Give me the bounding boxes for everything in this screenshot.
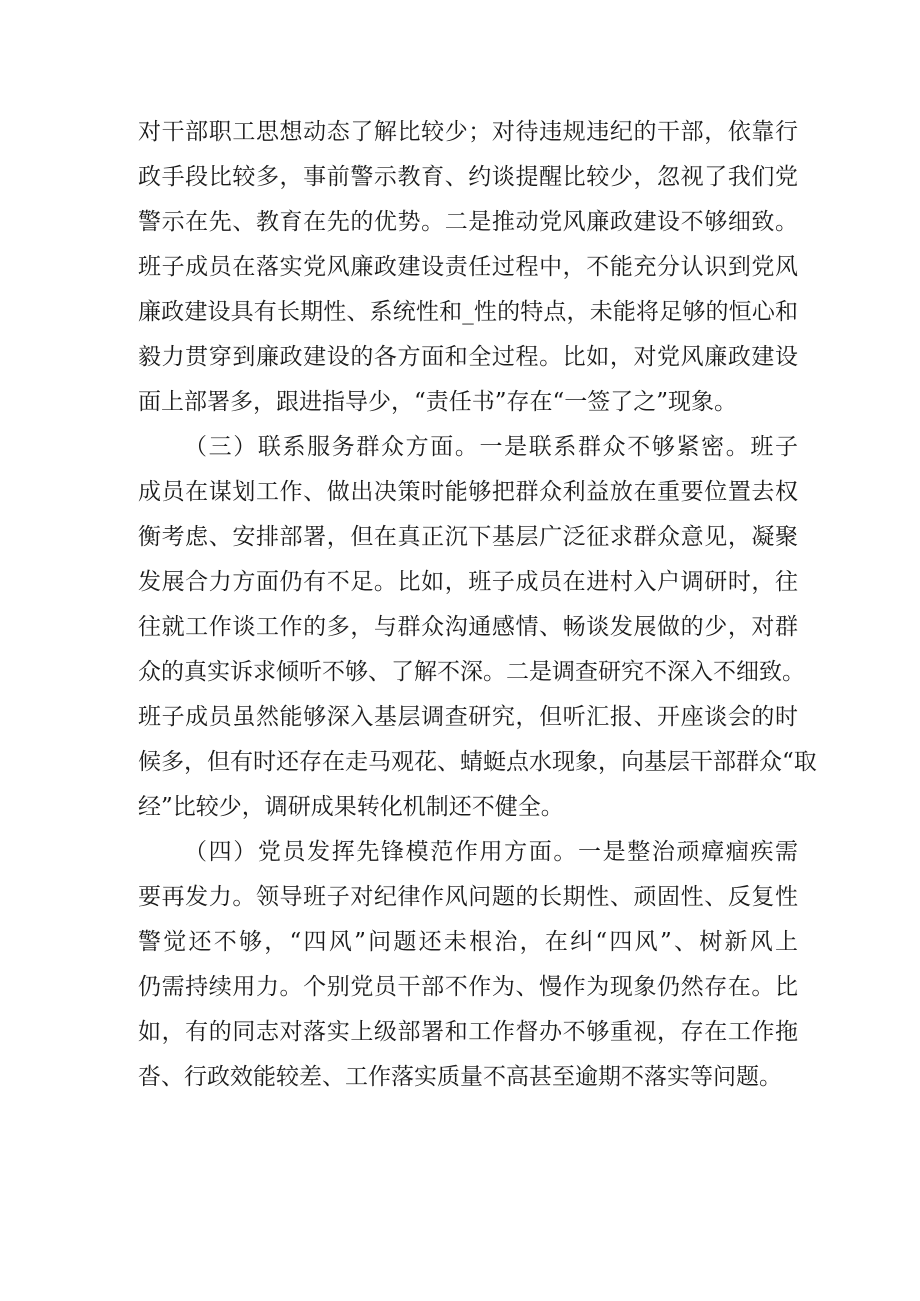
text-line: 候多，但有时还存在走马观花、蜻蜓点水现象，向基层干部群众“取 (138, 749, 817, 775)
section-heading-line: （四）党员发挥先锋模范作用方面。一是整治顽瘴痼疾需 (184, 839, 798, 865)
text-line: 发展合力方面仍有不足。比如，班子成员在进村入户调研时，往 (138, 569, 798, 595)
text-line: 仍需持续用力。个别党员干部不作为、慢作为现象仍然存在。比 (138, 974, 798, 1000)
text-line: 衡考虑、安排部署，但在真正沉下基层广泛征求群众意见，凝聚 (138, 524, 798, 550)
text-line: 经”比较少，调研成果转化机制还不健全。 (138, 794, 564, 820)
document-body (138, 112, 817, 1102)
text-line: 警觉还不够，“四风”问题还未根治，在纠“四风”、树新风上 (138, 929, 798, 955)
text-line: 廉政建设具有长期性、系统性和_性的特点，未能将足够的恒心和 (138, 299, 798, 325)
text-line: 毅力贯穿到廉政建设的各方面和全过程。比如，对党风廉政建设 (138, 344, 798, 370)
text-line: 众的真实诉求倾听不够、了解不深。二是调查研究不深入不细致。 (138, 659, 805, 685)
section-heading-line: （三）联系服务群众方面。一是联系群众不够紧密。班子 (184, 434, 798, 460)
text-line: 要再发力。领导班子对纪律作风问题的长期性、顽固性、反复性 (138, 884, 798, 910)
text-line: 往就工作谈工作的多，与群众沟通感情、畅谈发展做的少，对群 (138, 614, 798, 640)
text-line: 对干部职工思想动态了解比较少；对待违规违纪的干部，依靠行 (138, 119, 798, 145)
text-line: 政手段比较多，事前警示教育、约谈提醒比较少，忽视了我们党 (138, 164, 798, 190)
text-line: 面上部署多，跟进指导少，“责任书”存在“一签了之”现象。 (138, 389, 738, 415)
text-line: 警示在先、教育在先的优势。二是推动党风廉政建设不够细致。 (138, 209, 798, 235)
text-line: 班子成员虽然能够深入基层调查研究，但听汇报、开座谈会的时 (138, 704, 798, 730)
text-line: 班子成员在落实党风廉政建设责任过程中，不能充分认识到党风 (138, 254, 798, 280)
text-line: 如，有的同志对落实上级部署和工作督办不够重视，存在工作拖 (138, 1019, 798, 1045)
text-line: 沓、行政效能较差、工作落实质量不高甚至逾期不落实等问题。 (138, 1064, 782, 1090)
text-line: 成员在谋划工作、做出决策时能够把群众利益放在重要位置去权 (138, 479, 798, 505)
